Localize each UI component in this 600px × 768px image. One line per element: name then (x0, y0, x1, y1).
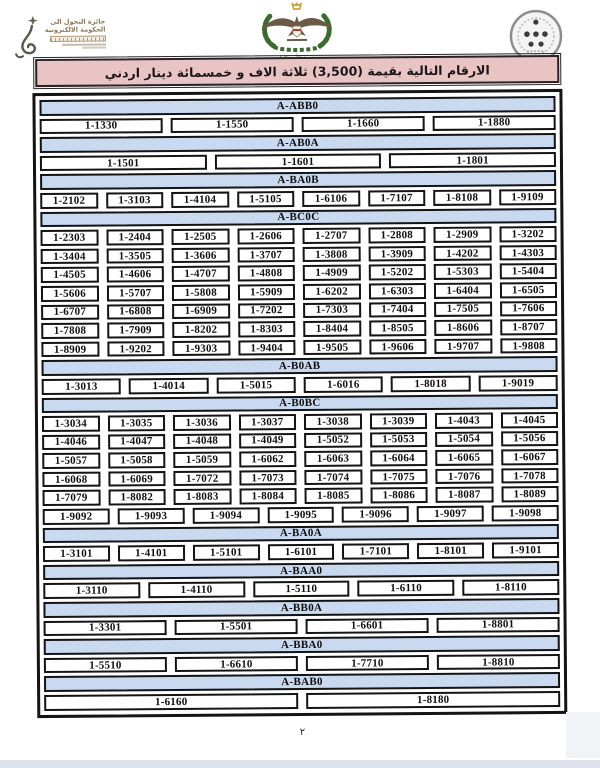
number-cell: 1-3037 (238, 414, 296, 430)
number-row (42, 375, 558, 395)
number-cell: 1-4606 (106, 266, 164, 282)
number-cell: 1-5053 (370, 432, 428, 448)
number-cell: 1-5501 (175, 619, 298, 636)
number-cell: 1-8180 (306, 691, 560, 709)
number-cell: 1-8801 (437, 617, 560, 634)
number-row (40, 115, 556, 135)
egov-award-line1: جائزة التحول الى (50, 17, 106, 26)
number-cell: 1-4303 (499, 245, 557, 261)
number-cell: 1-7202 (238, 303, 296, 319)
number-cell: 1-6404 (434, 282, 492, 298)
number-cell: 1-5105 (237, 191, 295, 207)
number-cell: 1-5054 (435, 431, 493, 447)
eagle-crown-wreath-icon (244, 2, 350, 53)
scan-artifact (566, 712, 600, 758)
number-row (40, 189, 556, 209)
number-row (42, 449, 558, 469)
number-cell: 1-6601 (306, 618, 429, 635)
number-cell: 1-1330 (40, 118, 163, 135)
number-cell: 1-3101 (43, 546, 110, 562)
number-cell: 1-3707 (237, 247, 295, 263)
number-cell: 1-2909 (433, 227, 491, 243)
number-row (41, 245, 557, 265)
number-cell: 1-9606 (369, 339, 427, 355)
number-row (41, 282, 557, 302)
number-cell: 1-4046 (42, 434, 100, 450)
number-cell: 1-3039 (369, 413, 427, 429)
section-header: A-BBA0 (44, 635, 560, 655)
number-cell: 1-3036 (173, 415, 231, 431)
number-cell: 1-7101 (342, 543, 409, 559)
number-cell: 1-5059 (173, 452, 231, 468)
number-cell: 1-8083 (174, 489, 232, 505)
number-cell: 1-7710 (306, 655, 429, 672)
number-cell: 1-9096 (342, 506, 409, 522)
number-cell: 1-5303 (434, 264, 492, 280)
decorative-line (62, 44, 106, 46)
section-header: A-B0AB (42, 356, 558, 376)
document-title-bar (35, 55, 559, 87)
number-row (42, 412, 558, 432)
number-row (40, 152, 556, 172)
number-cell: 1-8404 (303, 321, 361, 337)
number-cell: 1-3404 (41, 248, 99, 264)
number-cell: 1-3909 (368, 246, 426, 262)
number-cell: 1-8909 (41, 341, 99, 357)
number-cell: 1-4110 (148, 582, 245, 598)
document-title: الارقام التالية بقيمة (3,500) ثلاثة الاف و خمسمائة دينار اردني (104, 61, 490, 81)
number-cell: 1-9808 (500, 338, 558, 354)
number-cell: 1-3013 (42, 378, 121, 394)
section-header: A-AB0A (40, 133, 556, 153)
number-cell: 1-8087 (436, 487, 494, 503)
egov-award-text (45, 18, 106, 49)
number-cell: 1-8606 (434, 320, 492, 336)
number-row (41, 319, 557, 339)
number-cell: 1-9707 (434, 338, 492, 354)
number-cell: 1-8018 (391, 376, 470, 392)
number-cell: 1-4045 (500, 412, 558, 428)
number-cell: 1-5110 (253, 581, 350, 597)
number-cell: 1-6707 (41, 304, 99, 320)
number-cell: 1-3202 (499, 226, 557, 242)
number-cell: 1-3035 (107, 415, 165, 431)
number-row (43, 579, 559, 599)
number-cell: 1-7073 (239, 470, 297, 486)
number-cell: 1-8108 (433, 189, 491, 205)
number-cell: 1-4049 (239, 433, 297, 449)
number-cell: 1-7909 (107, 322, 165, 338)
number-cell: 1-8505 (369, 320, 427, 336)
number-row (41, 263, 557, 283)
number-cell: 1-9505 (303, 339, 361, 355)
number-cell: 1-8707 (500, 319, 558, 335)
scan-edge-strip (0, 760, 600, 768)
section-header: A-ABB0 (39, 96, 555, 116)
number-cell: 1-8089 (501, 486, 559, 502)
number-cell: 1-6064 (370, 450, 428, 466)
public-security-emblem (244, 2, 350, 59)
section-header: A-BAA0 (43, 561, 559, 581)
number-cell: 1-6067 (501, 449, 559, 465)
page-number: ٢ (299, 726, 306, 739)
number-cell: 1-6068 (42, 471, 100, 487)
section-header: A-BC0C (40, 208, 556, 228)
number-cell: 1-2404 (106, 229, 164, 245)
number-cell: 1-2707 (302, 228, 360, 244)
number-cell: 1-1550 (171, 117, 294, 134)
number-cell: 1-5510 (44, 657, 167, 674)
number-row (42, 431, 558, 451)
number-cell: 1-6505 (499, 282, 557, 298)
number-cell: 1-5015 (216, 377, 295, 393)
number-cell: 1-4909 (303, 265, 361, 281)
calligraphy-swirl-icon (11, 12, 45, 62)
number-cell: 1-2303 (40, 230, 98, 246)
number-cell: 1-7404 (369, 302, 427, 318)
number-cell: 1-9094 (192, 507, 259, 523)
section-header: A-BB0A (43, 598, 559, 618)
serial-numbers-table (32, 89, 567, 718)
number-cell: 1-8303 (238, 321, 296, 337)
number-cell: 1-6610 (175, 656, 298, 673)
egov-award-line2: الحكومة الالكترونية (44, 25, 106, 34)
number-cell: 1-4202 (434, 245, 492, 261)
number-row (41, 338, 557, 358)
number-cell: 1-6106 (302, 190, 360, 206)
number-cell: 1-6065 (435, 450, 493, 466)
number-row (42, 468, 558, 488)
number-cell: 1-7808 (41, 323, 99, 339)
number-cell: 1-6016 (304, 376, 383, 392)
number-cell: 1-7075 (370, 469, 428, 485)
number-cell: 1-9101 (492, 542, 559, 558)
number-cell: 1-1660 (302, 116, 425, 133)
number-cell: 1-3606 (172, 247, 230, 263)
number-cell: 1-7107 (368, 190, 426, 206)
number-cell: 1-4048 (173, 433, 231, 449)
number-cell: 1-9092 (43, 509, 110, 525)
number-cell: 1-6101 (268, 544, 335, 560)
number-cell: 1-1601 (215, 153, 382, 170)
number-cell: 1-4104 (171, 192, 229, 208)
number-cell: 1-5057 (42, 453, 100, 469)
number-cell: 1-4101 (118, 545, 185, 561)
number-cell: 1-7078 (501, 468, 559, 484)
number-cell: 1-7076 (435, 468, 493, 484)
number-cell: 1-9303 (172, 340, 230, 356)
number-cell: 1-1801 (389, 152, 556, 169)
number-row (40, 226, 556, 246)
number-cell: 1-1501 (40, 155, 207, 172)
number-cell: 1-6909 (172, 303, 230, 319)
number-row (43, 486, 559, 506)
number-cell: 1-6202 (303, 283, 361, 299)
number-cell: 1-9098 (492, 505, 559, 521)
number-cell: 1-7606 (500, 301, 558, 317)
number-cell: 1-6303 (368, 283, 426, 299)
number-cell: 1-8084 (239, 488, 297, 504)
number-row (44, 691, 560, 711)
number-cell: 1-5707 (106, 285, 164, 301)
number-cell: 1-3301 (44, 620, 167, 637)
number-cell: 1-8082 (108, 490, 166, 506)
number-cell: 1-3110 (43, 583, 140, 599)
number-cell: 1-4505 (41, 267, 99, 283)
section-header: A-BAB0 (44, 672, 560, 692)
number-cell: 1-5052 (304, 432, 362, 448)
number-row (43, 542, 559, 562)
number-cell: 1-2606 (237, 228, 295, 244)
number-cell: 1-4707 (172, 266, 230, 282)
number-cell: 1-7303 (303, 302, 361, 318)
number-row (44, 617, 560, 637)
number-cell: 1-3103 (106, 192, 164, 208)
decorative-line (82, 47, 106, 49)
section-header: A-BA0A (43, 524, 559, 544)
number-cell: 1-3505 (106, 248, 164, 264)
number-cell: 1-7072 (173, 470, 231, 486)
number-cell: 1-9095 (267, 507, 334, 523)
number-cell: 1-4043 (435, 413, 493, 429)
number-cell: 1-7074 (304, 469, 362, 485)
number-cell: 1-3034 (42, 416, 100, 432)
number-cell: 1-5404 (499, 263, 557, 279)
number-cell: 1-7505 (434, 301, 492, 317)
number-cell: 1-9093 (118, 508, 185, 524)
number-cell: 1-8101 (417, 543, 484, 559)
number-row (43, 505, 559, 525)
section-header: A-B0BC (42, 393, 558, 413)
number-cell: 1-5808 (172, 284, 230, 300)
number-cell: 1-4014 (129, 378, 208, 394)
number-cell: 1-4808 (237, 265, 295, 281)
number-cell: 1-3038 (304, 414, 362, 430)
number-cell: 1-4047 (108, 434, 166, 450)
number-cell: 1-8810 (437, 654, 560, 671)
number-cell: 1-6069 (108, 471, 166, 487)
number-cell: 1-9202 (107, 341, 165, 357)
number-cell: 1-9109 (499, 189, 557, 205)
number-cell: 1-9019 (478, 375, 557, 391)
number-cell: 1-1880 (433, 115, 556, 132)
number-cell: 1-5058 (108, 452, 166, 468)
number-cell: 1-3808 (303, 246, 361, 262)
number-cell: 1-8202 (172, 322, 230, 338)
number-cell: 1-9097 (417, 506, 484, 522)
number-cell: 1-6808 (107, 304, 165, 320)
number-cell: 1-5101 (193, 545, 260, 561)
number-cell: 1-5606 (41, 286, 99, 302)
egov-award-badge (49, 36, 105, 42)
number-cell: 1-2102 (40, 193, 98, 209)
section-header: A-BA0B (40, 170, 556, 190)
number-cell: 1-8110 (462, 579, 559, 595)
number-row (44, 654, 560, 674)
number-cell: 1-2808 (368, 227, 426, 243)
number-cell: 1-6063 (304, 451, 362, 467)
number-cell: 1-6062 (239, 451, 297, 467)
number-cell: 1-2505 (171, 229, 229, 245)
number-cell: 1-6110 (358, 580, 455, 596)
number-cell: 1-6160 (44, 693, 298, 711)
number-cell: 1-5056 (501, 431, 559, 447)
number-cell: 1-9404 (238, 340, 296, 356)
number-cell: 1-5909 (237, 284, 295, 300)
egov-award-logo (11, 11, 123, 64)
number-cell: 1-8085 (305, 488, 363, 504)
number-cell: 1-7079 (43, 490, 101, 506)
number-cell: 1-8086 (370, 487, 428, 503)
number-cell: 1-5202 (368, 264, 426, 280)
number-row (41, 301, 557, 321)
